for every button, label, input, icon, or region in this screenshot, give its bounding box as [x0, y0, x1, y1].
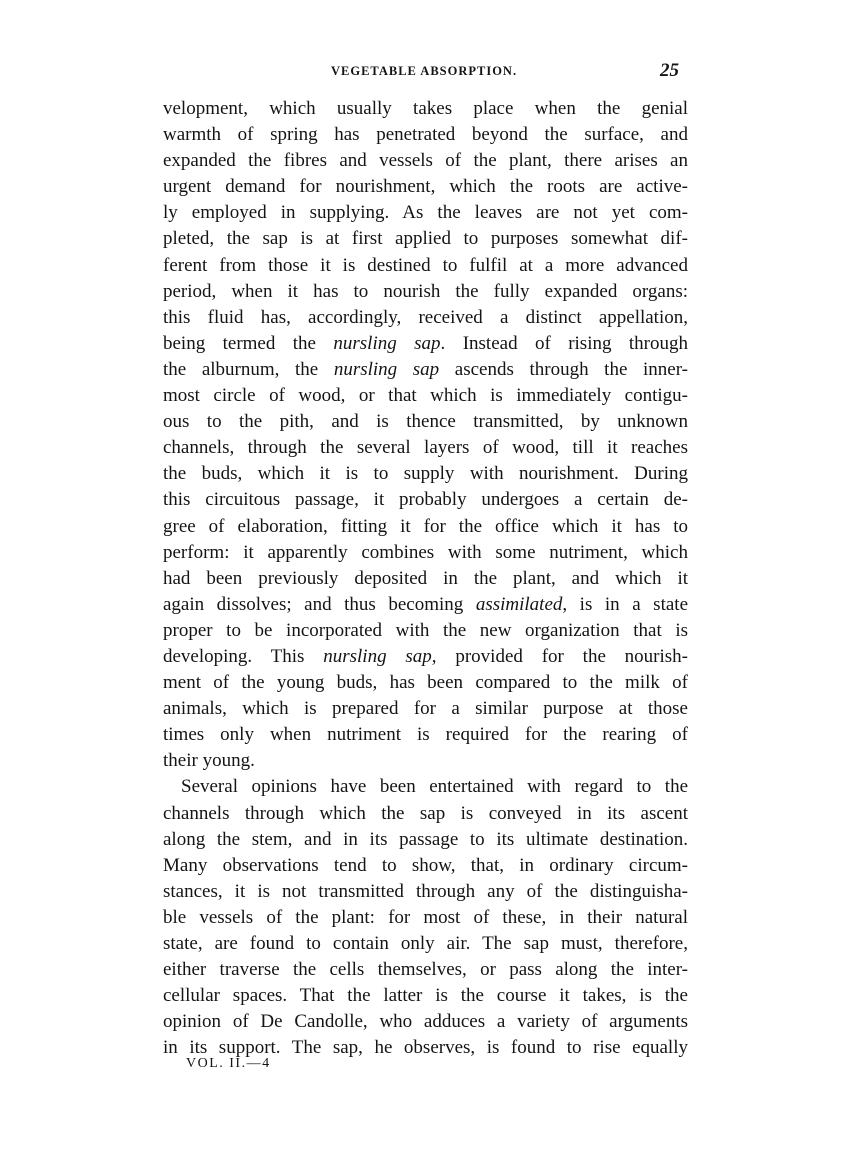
text-line: urgent demand for nourishment, which the roots are active-: [163, 176, 688, 198]
text-line: channels, through the several layers of wood, till it reaches: [163, 437, 688, 459]
text-line: opinion of De Candolle, who adduces a variety of arguments: [163, 1011, 688, 1033]
text-line: warmth of spring has penetrated beyond the surface, and: [163, 124, 688, 146]
text-line: ferent from those it is destined to fulfil at a more advanced: [163, 254, 688, 276]
emphasized-term: nursling sap: [333, 358, 440, 380]
text-line: Many observations tend to show, that, in ordinary circum-: [163, 854, 688, 876]
text-line: along the stem, and in its passage to its ultimate destination.: [163, 828, 688, 850]
text-line: perform: it apparently combines with some nutriment, which: [163, 541, 688, 563]
text-line: being termed the nursling sap. Instead of rising through: [163, 332, 688, 354]
text-line: gree of elaboration, fitting it for the office which it has to: [163, 515, 688, 537]
text-line: period, when it has to nourish the fully expanded organs:: [163, 280, 688, 302]
text-line: most circle of wood, or that which is immediately contigu-: [163, 385, 688, 407]
text-line: ous to the pith, and is thence transmitted, by unknown: [163, 411, 688, 433]
text-line: ly employed in supplying. As the leaves are not yet com-: [163, 202, 688, 224]
body-text: [163, 96, 688, 1061]
text-line: pleted, the sap is at first applied to purposes somewhat dif-: [163, 228, 688, 250]
text-line: velopment, which usually takes place when the genial: [163, 98, 688, 119]
text-line: state, are found to contain only air. The sap must, therefore,: [163, 933, 688, 954]
text-line: this circuitous passage, it probably undergoes a certain de-: [163, 489, 688, 511]
text-line: ment of the young buds, has been compared to the milk of: [163, 672, 688, 694]
text-line: again dissolves; and thus becoming assimilated, is in a state: [163, 593, 688, 615]
text-line: their young.: [163, 750, 255, 772]
text-line: in its support. The sap, he observes, is found to rise equally: [163, 1037, 688, 1059]
text-line: ble vessels of the plant: for most of these, in their natural: [163, 906, 688, 928]
emphasized-term: nursling sap: [323, 645, 432, 667]
text-line: times only when nutriment is required for the rearing of: [163, 724, 688, 746]
text-line: channels through which the sap is conveyed in its ascent: [163, 802, 688, 824]
text-line: the alburnum, the nursling sap ascends through the inner-: [163, 358, 688, 380]
signature-mark: VOL. II.—4: [186, 1056, 271, 1071]
text-line: the buds, which it is to supply with nourishment. During: [163, 463, 688, 485]
text-line: proper to be incorporated with the new organization that is: [163, 619, 688, 641]
running-header: [163, 60, 683, 86]
text-line: had been previously deposited in the plant, and which it: [163, 567, 688, 589]
text-line: expanded the fibres and vessels of the plant, there arises an: [163, 150, 688, 172]
text-line: developing. This nursling sap, provided for the nourish-: [163, 645, 689, 667]
running-title: VEGETABLE ABSORPTION.: [331, 64, 518, 78]
text-line: either traverse the cells themselves, or pass along the inter-: [163, 959, 688, 981]
emphasized-term: nursling sap: [333, 332, 441, 354]
text-line: animals, which is prepared for a similar purpose at those: [163, 698, 688, 720]
page-number: 25: [660, 60, 679, 81]
text-line: Several opinions have been entertained with regard to the: [181, 776, 688, 798]
emphasized-term: assimilated: [475, 593, 563, 615]
text-line: stances, it is not transmitted through any of the distinguisha-: [163, 880, 688, 902]
text-line: this fluid has, accordingly, received a distinct appellation,: [163, 306, 688, 328]
text-line: cellular spaces. That the latter is the course it takes, is the: [163, 985, 688, 1007]
